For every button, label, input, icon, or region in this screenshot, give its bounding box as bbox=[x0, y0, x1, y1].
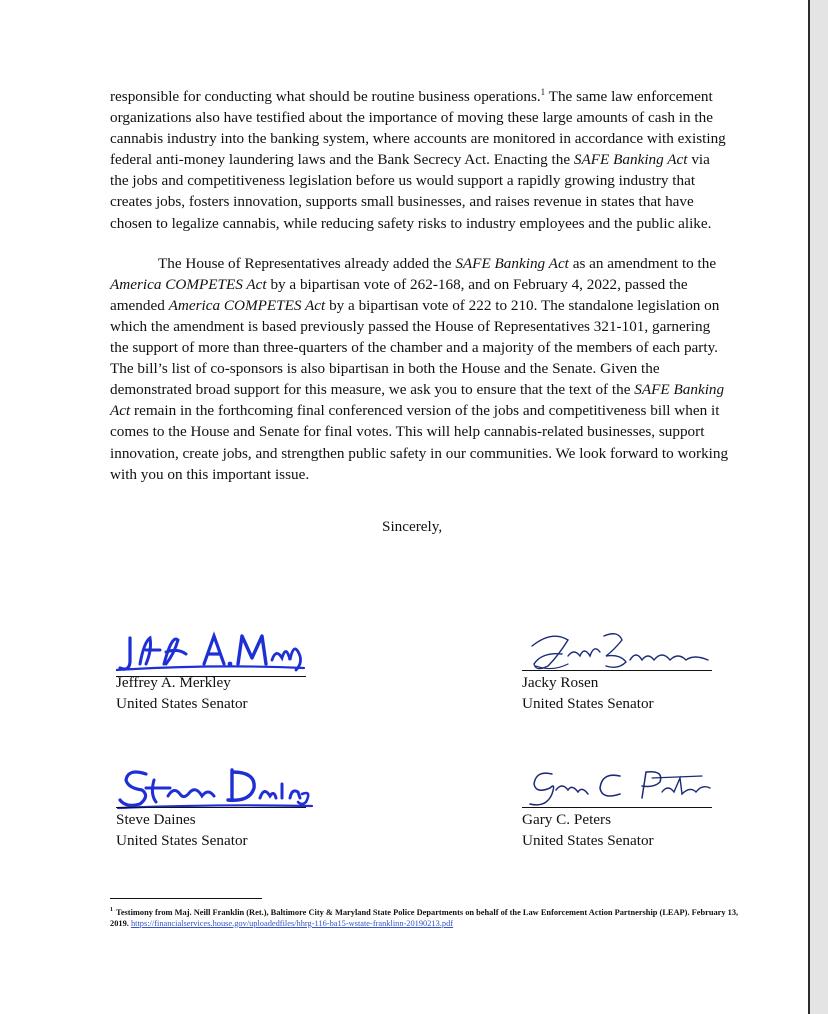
footnote-divider bbox=[110, 898, 262, 899]
footnote-reference: 1 bbox=[540, 86, 546, 97]
signer-name: Gary C. Peters bbox=[522, 811, 611, 828]
viewer-gutter bbox=[810, 0, 828, 1014]
signer-title: United States Senator bbox=[522, 832, 654, 849]
paragraph-1: responsible for conducting what should be routine business operations.$^1$ The same law enforcement organizations also have testified about the importance of moving these large amounts of cash in the cannabis industry into the banking system, where accounts are monitored in accordance with existing federal anti-money laundering laws and the Bank Secrecy Act. Enacting the SAFE Banking Act via the jobs and competitiveness legislation before us would support a rapidly growing industry that creates jobs, fosters innovation, supports small businesses, and raises revenue in states that have chosen to legalize cannabis, while reducing safety risks to industry employees and the public alike. bbox=[110, 86, 726, 232]
footnote-text: Testimony from Maj. Neill Franklin (Ret.), Baltimore City & Maryland State Police Departments on behalf of the Law Enforcement Action Partnership (LEAP). February 13, 2019. bbox=[110, 907, 739, 928]
signer-name: Steve Daines bbox=[116, 811, 196, 828]
handwritten-signature-daines bbox=[116, 760, 316, 812]
signature-line bbox=[116, 807, 306, 808]
signature-line bbox=[522, 670, 712, 671]
closing-salutation: Sincerely, bbox=[382, 518, 443, 535]
paragraph-2: The House of Representatives already added the SAFE Banking Act as an amendment to the America COMPETES Act by a bipartisan vote of 262-168, and on February 4, 2022, passed the amended America COMPETES Act by a bipartisan vote of 222 to 210. The standalone legislation on which the amendment is based previously passed the House of Representatives 321-101, garnering the support of more than three-quarters of the chamber and a majority of the members of each party. The bill’s list of co-sponsors is also bipartisan in both the House and the Senate. Given the demonstrated broad support for this measure, we ask you to ensure that the text of the SAFE Banking Act remain in the forthcoming final conferenced version of the jobs and competitiveness bill when it comes to the House and Senate for final votes. This will help cannabis-related businesses, support innovation, create jobs, and strengthen public safety in our communities. We look forward to working with you on this important issue. bbox=[110, 254, 729, 483]
signer-title: United States Senator bbox=[116, 832, 248, 849]
signer-name: Jacky Rosen bbox=[522, 674, 599, 691]
letter-body bbox=[110, 86, 730, 504]
footnote-number: 1 bbox=[110, 907, 113, 913]
signer-title: United States Senator bbox=[116, 695, 248, 712]
footnote-link[interactable]: https://financialservices.house.gov/uploadedfiles/hhrg-116-ba15-wstate-franklinn-20190213.pdf bbox=[130, 918, 454, 928]
handwritten-signature-peters bbox=[522, 764, 722, 812]
signature-line bbox=[522, 807, 712, 808]
footnote bbox=[110, 905, 750, 929]
page-edge bbox=[808, 0, 810, 1014]
signer-name: Jeffrey A. Merkley bbox=[116, 674, 231, 691]
signer-title: United States Senator bbox=[522, 695, 654, 712]
